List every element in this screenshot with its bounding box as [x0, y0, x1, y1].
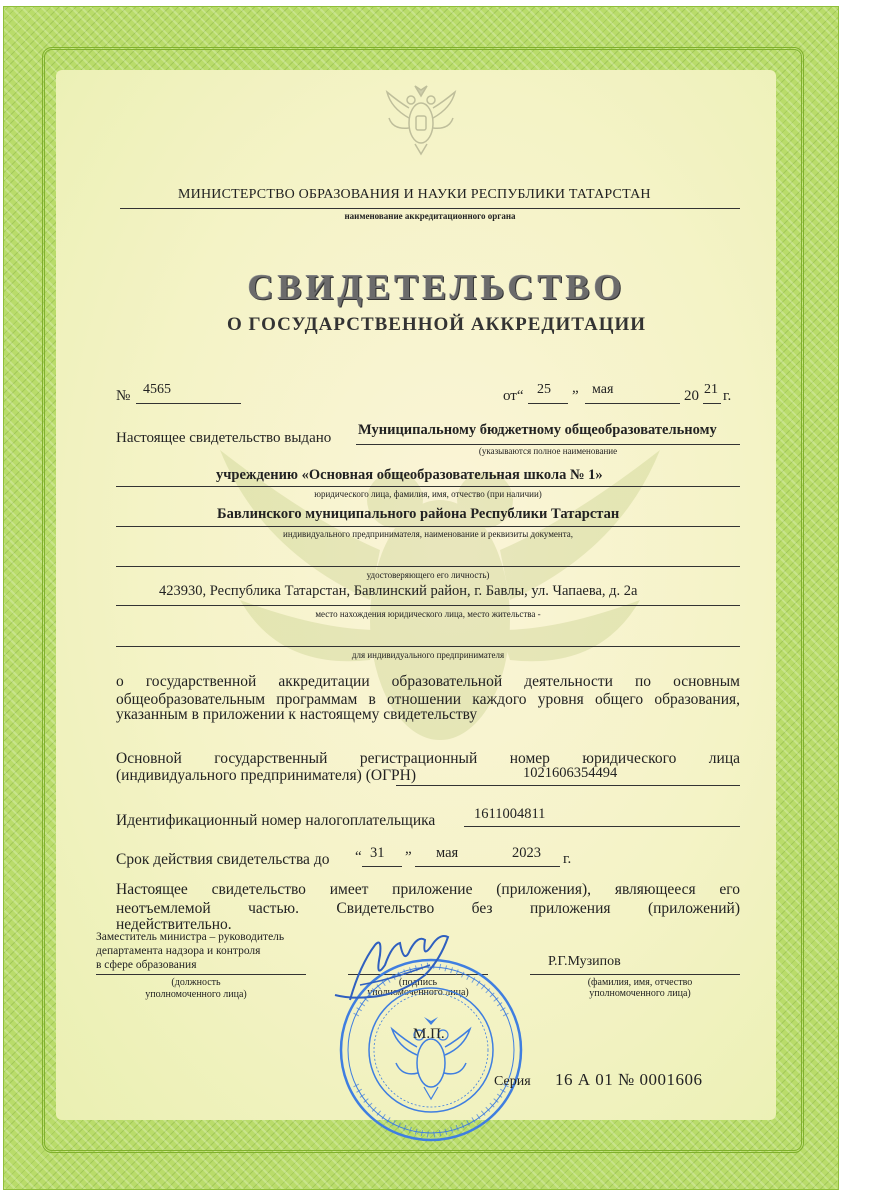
- org-line1-underline: [356, 444, 740, 445]
- position-caption-line2: уполномоченного лица): [145, 989, 247, 1000]
- validity-label: Срок действия свидетельства до: [116, 851, 330, 868]
- org-line3-underline: [116, 526, 740, 527]
- year-underline: [703, 403, 721, 404]
- accreditation-line1: о государственной аккредитации образовательной деятельности по основным: [116, 673, 740, 690]
- authority-name: МИНИСТЕРСТВО ОБРАЗОВАНИЯ И НАУКИ РЕСПУБЛИКИ ТАТАРСТАН: [178, 187, 651, 202]
- authority-underline: [120, 208, 740, 209]
- signature-caption-line1: (подпись: [398, 977, 438, 988]
- signature-caption-line2: уполномоченного лица): [367, 987, 469, 998]
- date-from-label: от“: [503, 388, 524, 404]
- ogrn-value: 1021606354494: [523, 765, 618, 781]
- ogrn-underline: [396, 785, 740, 786]
- issue-year-unit: г.: [723, 388, 732, 404]
- issued-label: Настоящее свидетельство выдано: [116, 430, 332, 446]
- position-underline: [96, 974, 306, 975]
- accreditation-line3: указанным в приложении к настоящему свидетельству: [116, 706, 478, 723]
- position-line3: в сфере образования: [96, 959, 197, 971]
- validity-year: 2023: [512, 845, 541, 861]
- certificate-number: 4565: [143, 382, 171, 397]
- name-caption-line1: (фамилия, имя, отчество: [587, 977, 693, 988]
- org-name-line3: Бавлинского муниципального района Республики Татарстан: [217, 506, 620, 522]
- org-line2-underline: [116, 486, 740, 487]
- day-close-quote: ”: [572, 388, 579, 404]
- day-underline: [528, 403, 568, 404]
- issue-month: мая: [592, 382, 614, 397]
- appendix-line3: недействительно.: [116, 916, 232, 933]
- position-line1: Заместитель министра – руководитель: [96, 931, 285, 943]
- authority-caption: наименование аккредитационного органа: [344, 211, 516, 221]
- number-underline: [136, 403, 241, 404]
- number-label: №: [116, 388, 131, 404]
- address-underline: [116, 605, 740, 606]
- org-caption3: индивидуального предпринимателя, наименование и реквизиты документа,: [283, 529, 573, 539]
- appendix-line1: Настоящее свидетельство имеет приложение (приложения), являющееся его: [116, 881, 740, 898]
- entrepreneur-underline: [116, 646, 740, 647]
- signatory-name: Р.Г.Музипов: [548, 954, 621, 969]
- issue-year-suffix: 21: [704, 382, 718, 397]
- month-underline: [585, 403, 680, 404]
- name-caption-line2: уполномоченного лица): [589, 988, 691, 999]
- inn-underline: [464, 826, 740, 827]
- name-underline: [530, 974, 740, 975]
- accreditation-line2: общеобразовательным программам в отношении каждого уровня общего образования,: [116, 691, 740, 708]
- validity-month-underline: [415, 866, 560, 867]
- date-from-text: от: [503, 388, 517, 404]
- position-caption-line1: (должность: [171, 977, 221, 988]
- issue-year-prefix: 20: [684, 388, 699, 404]
- org-caption4: удостоверяющего его личность): [366, 570, 490, 580]
- blank-underline: [116, 566, 740, 567]
- address-caption: место нахождения юридического лица, место жительства -: [315, 609, 541, 619]
- org-name-line1: Муниципальному бюджетному общеобразовательному: [358, 422, 717, 438]
- inn-label: Идентификационный номер налогоплательщика: [116, 812, 436, 829]
- validity-unit: г.: [563, 851, 572, 867]
- issue-day: 25: [537, 382, 551, 397]
- validity-close-quote: ”: [405, 849, 412, 865]
- appendix-line2: неотъемлемой частью. Свидетельство без приложения (приложений): [116, 900, 740, 917]
- ogrn-line2: (индивидуального предпринимателя) (ОГРН): [116, 767, 417, 784]
- document-subtitle: О ГОСУДАРСТВЕННОЙ АККРЕДИТАЦИИ: [226, 314, 647, 335]
- series-value: 16 А 01 № 0001606: [555, 1070, 703, 1089]
- series-label: Серия: [494, 1074, 531, 1089]
- org-caption1: (указываются полное наименование: [478, 446, 618, 456]
- org-name-line2: учреждению «Основная общеобразовательная школа № 1»: [216, 467, 603, 483]
- org-address: 423930, Республика Татарстан, Бавлинский район, г. Бавлы, ул. Чапаева, д. 2а: [159, 583, 638, 599]
- position-line2: департамента надзора и контроля: [96, 945, 261, 957]
- entrepreneur-caption: для индивидуального предпринимателя: [351, 650, 505, 660]
- seal-mp-label: М.П.: [413, 1026, 445, 1042]
- document-title: СВИДЕТЕЛЬСТВО: [247, 267, 626, 307]
- validity-day: 31: [370, 845, 385, 861]
- org-caption2: юридического лица, фамилия, имя, отчество (при наличии): [314, 489, 542, 499]
- validity-open-quote: “: [355, 849, 362, 865]
- emblem-icon: [381, 78, 461, 158]
- ogrn-line1: Основной государственный регистрационный номер юридического лица: [116, 750, 740, 767]
- validity-month: мая: [436, 845, 459, 861]
- inn-value: 1611004811: [474, 806, 546, 822]
- handwritten-signature: [330, 925, 465, 1015]
- validity-day-underline: [362, 866, 402, 867]
